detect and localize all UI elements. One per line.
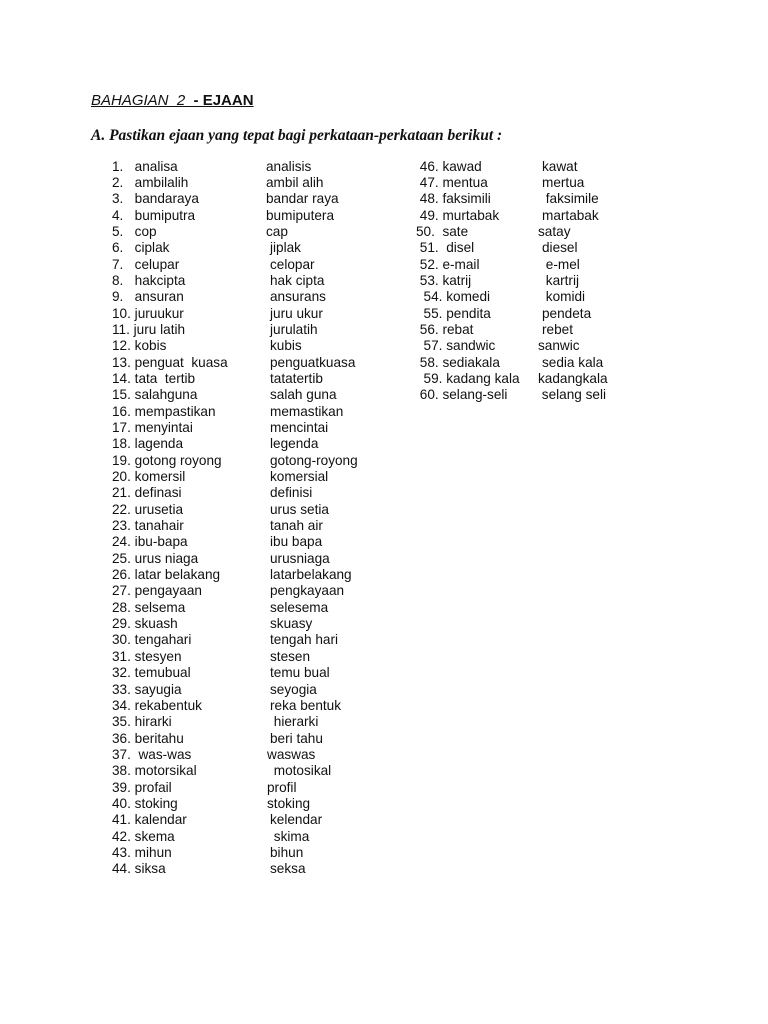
correct-spelling: temu bual xyxy=(270,665,330,681)
correct-spelling: tatatertib xyxy=(270,370,323,386)
correct-spelling: juru ukur xyxy=(270,305,323,321)
incorrect-spelling: 12. kobis xyxy=(112,338,167,354)
incorrect-spelling: 7. celupar xyxy=(112,256,180,272)
correct-spelling: tengah hari xyxy=(270,632,339,648)
correct-spelling: latarbelakang xyxy=(270,567,352,583)
incorrect-spelling: 2. ambilalih xyxy=(112,174,189,190)
correct-spelling: kubis xyxy=(270,338,302,354)
incorrect-spelling: 59. kadang kala xyxy=(416,370,520,386)
correct-spelling: selesema xyxy=(270,599,329,615)
incorrect-spelling: 10. juruukur xyxy=(112,305,184,321)
correct-spelling: profil xyxy=(267,779,297,795)
correct-spelling: e-mel xyxy=(542,256,580,272)
incorrect-spelling: 20. komersil xyxy=(112,469,186,485)
incorrect-spelling: 55. pendita xyxy=(416,305,491,321)
section-heading-title: - EJAAN xyxy=(193,92,254,109)
incorrect-spelling: 24. ibu-bapa xyxy=(112,534,188,550)
section-heading xyxy=(91,92,254,109)
correct-spelling: reka bentuk xyxy=(270,697,342,713)
correct-spelling: urusniaga xyxy=(270,550,330,566)
incorrect-spelling: 57. sandwic xyxy=(416,338,496,354)
correct-spelling: diesel xyxy=(542,240,578,256)
correct-spelling: pendeta xyxy=(542,305,592,321)
correct-spelling: memastikan xyxy=(270,403,344,419)
incorrect-spelling: 48. faksimili xyxy=(416,191,491,207)
incorrect-spelling: 13. penguat kuasa xyxy=(112,354,228,370)
correct-spelling: hak cipta xyxy=(270,272,325,288)
correct-spelling: ansurans xyxy=(270,289,326,305)
correct-spelling: stoking xyxy=(267,795,311,811)
incorrect-spelling: 22. urusetia xyxy=(112,501,184,517)
incorrect-spelling: 47. mentua xyxy=(416,174,488,190)
incorrect-spelling: 3. bandaraya xyxy=(112,191,199,207)
correct-spelling: motosikal xyxy=(270,763,332,779)
incorrect-spelling: 51. disel xyxy=(416,240,475,256)
correct-spelling: urus setia xyxy=(270,501,329,517)
correct-spelling: hierarki xyxy=(270,714,319,730)
correct-spelling: ambil alih xyxy=(266,174,324,190)
incorrect-spelling: 6. ciplak xyxy=(112,240,170,256)
incorrect-spelling: 30. tengahari xyxy=(112,632,192,648)
incorrect-spelling: 35. hirarki xyxy=(112,714,172,730)
incorrect-spelling: 54. komedi xyxy=(416,289,491,305)
incorrect-spelling: 9. ansuran xyxy=(112,289,184,305)
correct-spelling: skima xyxy=(270,828,310,844)
correct-spelling: penguatkuasa xyxy=(270,354,356,370)
incorrect-spelling: 15. salahguna xyxy=(112,387,198,403)
incorrect-spelling: 37. was-was xyxy=(112,746,192,762)
incorrect-spelling: 26. latar belakang xyxy=(112,567,221,583)
incorrect-spelling: 14. tata tertib xyxy=(112,370,196,386)
incorrect-spelling: 8. hakcipta xyxy=(112,272,186,288)
incorrect-spelling: 31. stesyen xyxy=(112,648,182,664)
correct-spelling: definisi xyxy=(270,485,313,501)
incorrect-spelling: 11. juru latih xyxy=(112,321,186,337)
correct-spelling: jurulatih xyxy=(270,321,318,337)
correct-spelling: kadangkala xyxy=(538,370,608,386)
correct-spelling: gotong-royong xyxy=(270,452,358,468)
incorrect-spelling: 38. motorsikal xyxy=(112,763,197,779)
incorrect-spelling: 43. mihun xyxy=(112,844,172,860)
incorrect-spelling: 19. gotong royong xyxy=(112,452,222,468)
incorrect-spelling: 60. selang-seli xyxy=(416,387,508,403)
incorrect-spelling: 49. murtabak xyxy=(416,207,500,223)
correct-spelling: seksa xyxy=(270,861,306,877)
correct-spelling: bandar raya xyxy=(266,191,339,207)
correct-spelling: komidi xyxy=(542,289,586,305)
correct-spelling: pengkayaan xyxy=(270,583,345,599)
incorrect-spelling: 56. rebat xyxy=(416,321,474,337)
correct-spelling: komersial xyxy=(270,469,329,485)
correct-spelling: tanah air xyxy=(270,518,323,534)
correct-spelling: bihun xyxy=(270,844,304,860)
incorrect-spelling: 50. sate xyxy=(416,223,469,239)
correct-spelling: martabak xyxy=(542,207,599,223)
correct-spelling: selang seli xyxy=(538,387,607,403)
correct-spelling: faksimile xyxy=(542,191,599,207)
correct-spelling: kelendar xyxy=(270,812,323,828)
incorrect-spelling: 42. skema xyxy=(112,828,175,844)
correct-spelling: waswas xyxy=(267,746,316,762)
incorrect-spelling: 1. analisa xyxy=(112,158,178,174)
correct-spelling: cap xyxy=(266,223,288,239)
correct-spelling: satay xyxy=(538,223,571,239)
correct-spelling: sanwic xyxy=(538,338,580,354)
correct-spelling: skuasy xyxy=(270,616,313,632)
correct-spelling: salah guna xyxy=(270,387,337,403)
correct-spelling: ibu bapa xyxy=(270,534,323,550)
incorrect-spelling: 44. siksa xyxy=(112,861,166,877)
incorrect-spelling: 28. selsema xyxy=(112,599,186,615)
incorrect-spelling: 5. cop xyxy=(112,223,157,239)
incorrect-spelling: 34. rekabentuk xyxy=(112,697,202,713)
incorrect-spelling: 32. temubual xyxy=(112,665,191,681)
correct-spelling: analisis xyxy=(266,158,312,174)
correct-spelling: kartrij xyxy=(542,272,580,288)
correct-spelling: celopar xyxy=(270,256,315,272)
correct-spelling: jiplak xyxy=(270,240,301,256)
correct-spelling: legenda xyxy=(270,436,319,452)
incorrect-spelling: 25. urus niaga xyxy=(112,550,199,566)
correct-spelling: stesen xyxy=(270,648,311,664)
correct-spelling: sedia kala xyxy=(542,354,604,370)
correct-spelling: bumiputera xyxy=(266,207,335,223)
incorrect-spelling: 36. beritahu xyxy=(112,730,184,746)
incorrect-spelling: 29. skuash xyxy=(112,616,178,632)
incorrect-spelling: 4. bumiputra xyxy=(112,207,196,223)
correct-spelling: beri tahu xyxy=(270,730,323,746)
section-heading-number: BAHAGIAN 2 xyxy=(91,92,194,109)
incorrect-spelling: 46. kawad xyxy=(416,158,482,174)
incorrect-spelling: 53. katrij xyxy=(416,272,472,288)
correct-spelling: rebet xyxy=(542,321,573,337)
incorrect-spelling: 17. menyintai xyxy=(112,420,193,435)
incorrect-spelling: 33. sayugia xyxy=(112,681,182,697)
correct-spelling: kawat xyxy=(542,158,578,174)
incorrect-spelling: 39. profail xyxy=(112,779,172,795)
incorrect-spelling: 52. e-mail xyxy=(416,256,480,272)
correct-spelling: seyogia xyxy=(270,681,317,697)
correct-spelling: mencintai xyxy=(270,420,329,435)
incorrect-spelling: 16. mempastikan xyxy=(112,403,216,419)
correct-spelling: mertua xyxy=(542,174,585,190)
incorrect-spelling: 41. kalendar xyxy=(112,812,187,828)
incorrect-spelling: 40. stoking xyxy=(112,795,178,811)
incorrect-spelling: 58. sediakala xyxy=(416,354,500,370)
instruction-text: A. Pastikan ejaan yang tepat bagi perkataan-perkataan berikut : xyxy=(91,127,503,144)
incorrect-spelling: 23. tanahair xyxy=(112,518,184,534)
incorrect-spelling: 27. pengayaan xyxy=(112,583,202,599)
incorrect-spelling: 21. definasi xyxy=(112,485,182,501)
incorrect-spelling: 18. lagenda xyxy=(112,436,184,452)
